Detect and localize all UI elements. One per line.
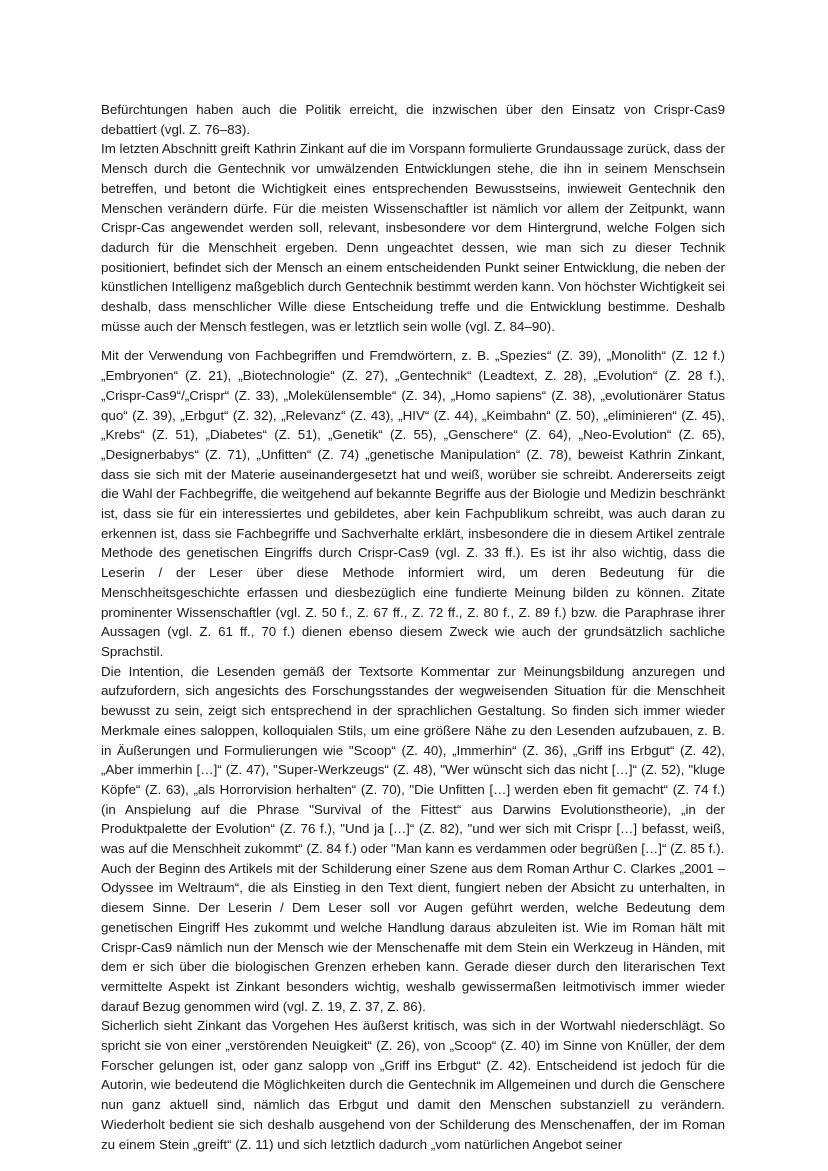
paragraph-last-section: Im letzten Abschnitt greift Kathrin Zinkant auf die im Vorspann formulierte Grundaussage zurück, dass der Mensch durch die Gentechnik vor umwälzenden Entwicklungen stehe, die ihn in seinem Menschsein betreffen, und betont die Wichtigkeit eines entsprechenden Bewusstseins, inwieweit Gentechnik den Menschen verändern dürfe. Für die meisten Wissenschaftler ist nämlich vor allem der Zeitpunkt, wann Crispr-Cas angewendet werden soll, relevant, insbesondere vor dem Hintergrund, welche Folgen sich dadurch für die Menschheit ergeben. Denn ungeachtet dessen, wie man sich zu dieser Technik positioniert, befindet sich der Mensch an einem entscheidenden Punkt seiner Entwicklung, die neben der künstlichen Intelligenz maßgeblich durch Gentechnik bestimmt werden kann. Von höchster Wichtigkeit sei deshalb, dass menschlicher Wille diese Entscheidung treffe und die Entwicklung bestimme. Deshalb müsse auch der Mensch festlegen, was er letztlich sein wolle (vgl. Z. 84–90). — [101, 141, 725, 334]
paragraph-word-choice: Sicherlich sieht Zinkant das Vorgehen Hes äußerst kritisch, was sich in der Wortwahl niederschlägt. So spricht sie von einer „verstörenden Neuigkeit“ (Z. 26), von „Scoop“ (Z. 40) im Sinne von Knüller, der dem Forscher gelungen ist, oder ganz salopp von „Griff ins Erbgut“ (Z. 42). Entscheidend ist jedoch für die Autorin, wie bedeutend die Möglichkeiten durch die Gentechnik im Allgemeinen und durch die Genschere nun ganz aktuell sind, nämlich das Erbgut und damit den Menschen substanziell zu verändern. Wiederholt bedient sie sich deshalb ausgehend von der Schilderung des Menschenaffen, der im Roman zu einem Stein „greift“ (Z. 11) und sich letztlich dadurch „vom natürlichen Angebot seiner — [101, 1018, 725, 1152]
paragraph-politics: Befürchtungen haben auch die Politik erreicht, die inzwischen über den Einsatz von Crispr-Cas9 debattiert (vgl. Z. 76–83). — [101, 102, 725, 137]
paragraph-intention: Die Intention, die Lesenden gemäß der Textsorte Kommentar zur Meinungsbildung anzuregen und aufzufordern, sich angesichts des Forschungsstandes der wegweisenden Situation für die Menschheit bewusst zu sein, zeigt sich entsprechend in der sprachlichen Gestaltung. So finden sich immer wieder Merkmale eines saloppen, kolloquialen Stils, um eine größere Nähe zu den Lesenden aufzubauen, z. B. in Äußerungen und Formulierungen wie "Scoop“ (Z. 40), „Immerhin“ (Z. 36), „Griff ins Erbgut“ (Z. 42), „Aber immerhin […]“ (Z. 47), "Super-Werkzeugs“ (Z. 48), "Wer wünscht sich das nicht […]“ (Z. 52), "kluge Köpfe“ (Z. 63), „als Horrorvision herhalten“ (Z. 70), "Die Unfitten […] werden eben fit gemacht“ (Z. 74 f.) (in Anspielung auf die Phrase "Survival of the Fittest“ aus Darwins Evolutionstheorie), „in der Produktpalette der Evolution“ (Z. 76 f.), "Und ja […]“ (Z. 82), "und wer sich mit Crispr […] befasst, weiß, was auf die Menschheit zukommt“ (Z. 84 f.) oder "Man kann es verdammen oder begrüßen […]“ (Z. 85 f.). — [101, 663, 725, 857]
document-page — [101, 100, 725, 1154]
paragraph-novel-opening: Auch der Beginn des Artikels mit der Schilderung einer Szene aus dem Roman Arthur C. Clarkes „2001 – Odyssee im Weltraum“, die als Einstieg in den Text dient, fungiert neben der Absicht zu unterhalten, in diesem Sinne. Der Leserin / Dem Leser soll vor Augen geführt werden, welche Bedeutung dem genetischen Eingriff Hes zukommt und welche Handlung daraus abzuleiten ist. Wie im Roman hält mit Crispr-Cas9 nämlich nun der Mensch wie der Menschenaffe mit dem Stein ein Werkzeug in Händen, mit dem er sich über die biologischen Grenzen erheben kann. Gerade dieser durch den literarischen Text vermittelte Aspekt ist Zinkant besonders wichtig, weshalb gewissermaßen leitmotivisch immer wieder darauf Bezug genommen wird (vgl. Z. 19, Z. 37, Z. 86). — [101, 860, 725, 1014]
paragraph-technical-terms: Mit der Verwendung von Fachbegriffen und Fremdwörtern, z. B. „Spezies“ (Z. 39), „Monolith“ (Z. 12 f.) „Embryonen“ (Z. 21), „Biotechnologie“ (Z. 27), „Gentechnik“ (Leadtext, Z. 28), „Evolution“ (Z. 28 f.), „Crispr-Cas9“/„Crispr“ (Z. 33), „Molekülensemble“ (Z. 34), „Homo sapiens“ (Z. 38), „evolutionärer Status quo“ (Z. 39), „Erbgut“ (Z. 32), „Relevanz“ (Z. 43), „HIV“ (Z. 44), „Keimbahn“ (Z. 50), „eliminieren“ (Z. 45), „Krebs“ (Z. 51), „Diabetes“ (Z. 51), „Genetik“ (Z. 55), „Genschere“ (Z. 64), „Neo-Evolution“ (Z. 65), „Designerbabys“ (Z. 71), „Unfitten“ (Z. 74) „genetische Manipulation“ (Z. 78), beweist Kathrin Zinkant, dass sie sich mit der Materie auseinandergesetzt hat und weiß, worüber sie schreibt. Andererseits zeigt die Wahl der Fachbegriffe, die weitgehend auf bekannte Begriffe aus der Biologie und Medizin beschränkt ist, dass sie für ein interessiertes und gebildetes, aber kein Fachpublikum schreibt, was auch daran zu erkennen ist, dass sie Fachbegriffe und Sachverhalte erklärt, insbesondere die in diesem Artikel zentrale Methode des genetischen Eingriffs durch Crispr-Cas9 (vgl. Z. 33 ff.). Es ist ihr also wichtig, dass die Leserin / der Leser über diese Methode informiert wird, um deren Bedeutung für die Menschheitsgeschichte erfassen und diesbezüglich eine fundierte Meinung bilden zu können. Zitate prominenter Wissenschaftler (vgl. Z. 50 f., Z. 67 ff., Z. 72 ff., Z. 80 f., Z. 89 f.) bzw. die Paraphrase ihrer Aussagen (vgl. Z. 61 ff., 70 f.) dienen ebenso diesem Zweck wie auch der grundsätzlich sachliche Sprachstil. — [101, 348, 725, 659]
